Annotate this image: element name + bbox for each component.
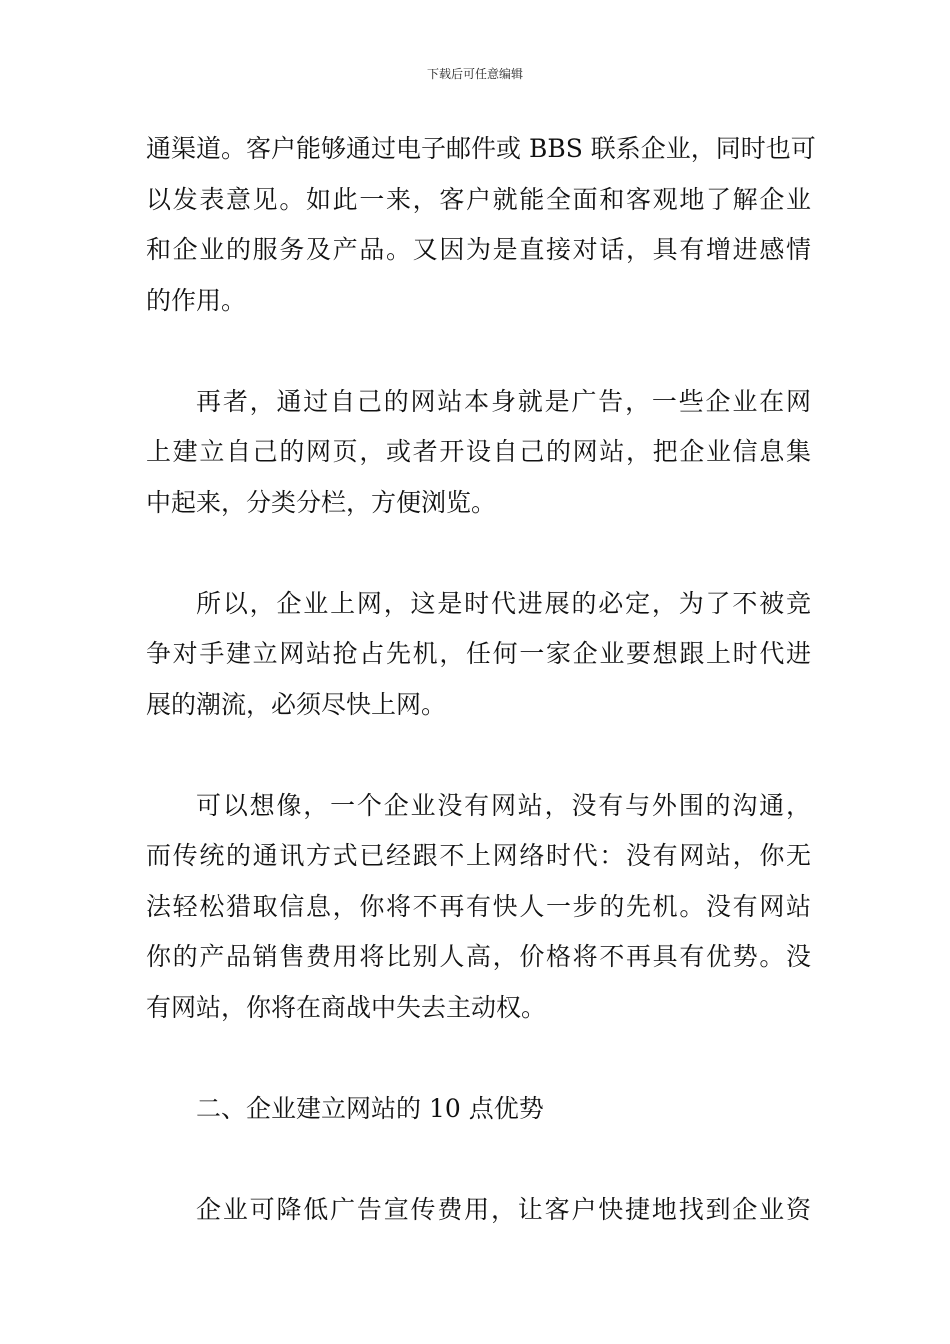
text-line: 所以，企业上网，这是时代进展的必定，为了不被竞 xyxy=(196,588,811,618)
paragraph-lower-ad-cost xyxy=(146,1185,811,1236)
page-header: 下载后可任意编辑 xyxy=(426,67,523,81)
section-heading-text: 二、企业建立网站的 10 点优势 xyxy=(196,1093,544,1123)
paragraph-website-advertising xyxy=(146,377,811,529)
text-line: 企业可降低广告宣传费用，让客户快捷地找到企业资 xyxy=(196,1194,811,1224)
paragraph-spacer xyxy=(146,326,811,377)
paragraph-going-online xyxy=(146,579,811,731)
text-line: 中起来，分类分栏，方便浏览。 xyxy=(146,487,497,517)
text-line: 你的产品销售费用将比别人高，价格将不再具有优势。没 xyxy=(146,942,811,971)
text-line: 以发表意见。如此一来，客户就能全面和客观地了解企业 xyxy=(146,184,811,214)
text-line: 可以想像，一个企业没有网站，没有与外围的沟通， xyxy=(196,790,811,820)
paragraph-spacer xyxy=(146,1033,811,1084)
text-line: 的作用。 xyxy=(146,285,247,315)
text-line: 法轻松猎取信息，你将不再有快人一步的先机。没有网站 xyxy=(146,891,811,921)
paragraph-spacer xyxy=(146,730,811,781)
text-line: 展的潮流，必须尽快上网。 xyxy=(146,689,447,719)
paragraph-spacer xyxy=(146,528,811,579)
section-heading xyxy=(146,1084,811,1135)
paragraph-without-website xyxy=(146,781,811,1034)
text-line: 通渠道。客户能够通过电子邮件或 BBS 联系企业，同时也可 xyxy=(146,134,816,163)
document-body xyxy=(146,124,816,1235)
text-line: 和企业的服务及产品。又因为是直接对话，具有增进感情 xyxy=(146,235,811,264)
text-line: 上建立自己的网页，或者开设自己的网站，把企业信息集 xyxy=(146,437,811,466)
text-line: 再者，通过自己的网站本身就是广告，一些企业在网 xyxy=(196,386,811,416)
text-line: 而传统的通讯方式已经跟不上网络时代：没有网站，你无 xyxy=(146,841,811,870)
paragraph-spacer xyxy=(146,1134,811,1185)
paragraph-contact-channels xyxy=(146,124,816,326)
text-line: 争对手建立网站抢占先机，任何一家企业要想跟上时代进 xyxy=(146,639,811,668)
text-line: 有网站，你将在商战中失去主动权。 xyxy=(146,992,547,1022)
